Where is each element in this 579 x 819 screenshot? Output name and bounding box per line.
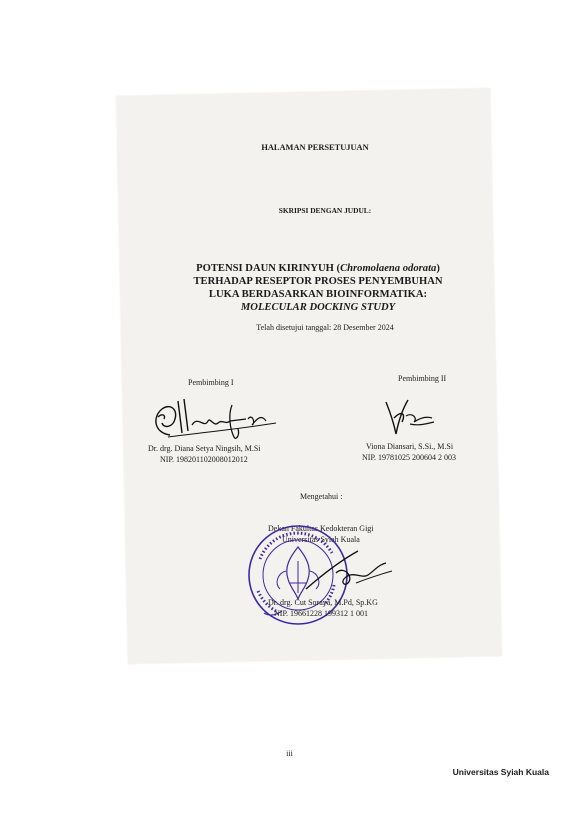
- dean-signature: [296, 543, 396, 593]
- supervisor1-name: Dr. drg. Diana Setya Ningsih, M.Si: [148, 444, 261, 453]
- supervisor2-signature: [380, 396, 440, 438]
- acknowledged-label: Mengetahui :: [300, 492, 343, 501]
- approval-date: Telah disetujui tanggal: 28 Desember 2024: [256, 323, 394, 332]
- supervisor1-role: Pembimbing I: [188, 378, 234, 387]
- dean-nip: NIP. 19661228 199312 1 001: [274, 609, 369, 618]
- subtitle: SKRIPSI DENGAN JUDUL:: [278, 206, 372, 215]
- supervisor2-nip: NIP. 19781025 200604 2 003: [362, 453, 457, 462]
- supervisor1-signature: [148, 395, 278, 445]
- footer-institution: Universitas Syiah Kuala: [452, 767, 549, 777]
- dean-name: Dr. drg. Cut Soraya, M.Pd, Sp.KG: [268, 598, 378, 607]
- dean-university: Universitas Syiah Kuala: [282, 535, 360, 544]
- page-title: HALAMAN PERSETUJUAN: [261, 143, 369, 152]
- supervisor2-name: Viona Diansari, S.Si., M.Si: [366, 442, 454, 451]
- thesis-title-line4: MOLECULAR DOCKING STUDY: [240, 302, 396, 313]
- dean-position: Dekan Fakultas Kedokteran Gigi: [268, 524, 374, 533]
- thesis-title-line3: LUKA BERDASARKAN BIOINFORMATIKA:: [208, 289, 428, 300]
- thesis-title-line1: POTENSI DAUN KIRINYUH (Chromolaena odorata): [196, 263, 440, 274]
- supervisor1-nip: NIP. 198201102008012012: [160, 455, 248, 464]
- page-number: iii: [286, 749, 293, 758]
- thesis-title-line2: TERHADAP RESEPTOR PROSES PENYEMBUHAN: [193, 276, 443, 287]
- supervisor2-role: Pembimbing II: [398, 374, 447, 383]
